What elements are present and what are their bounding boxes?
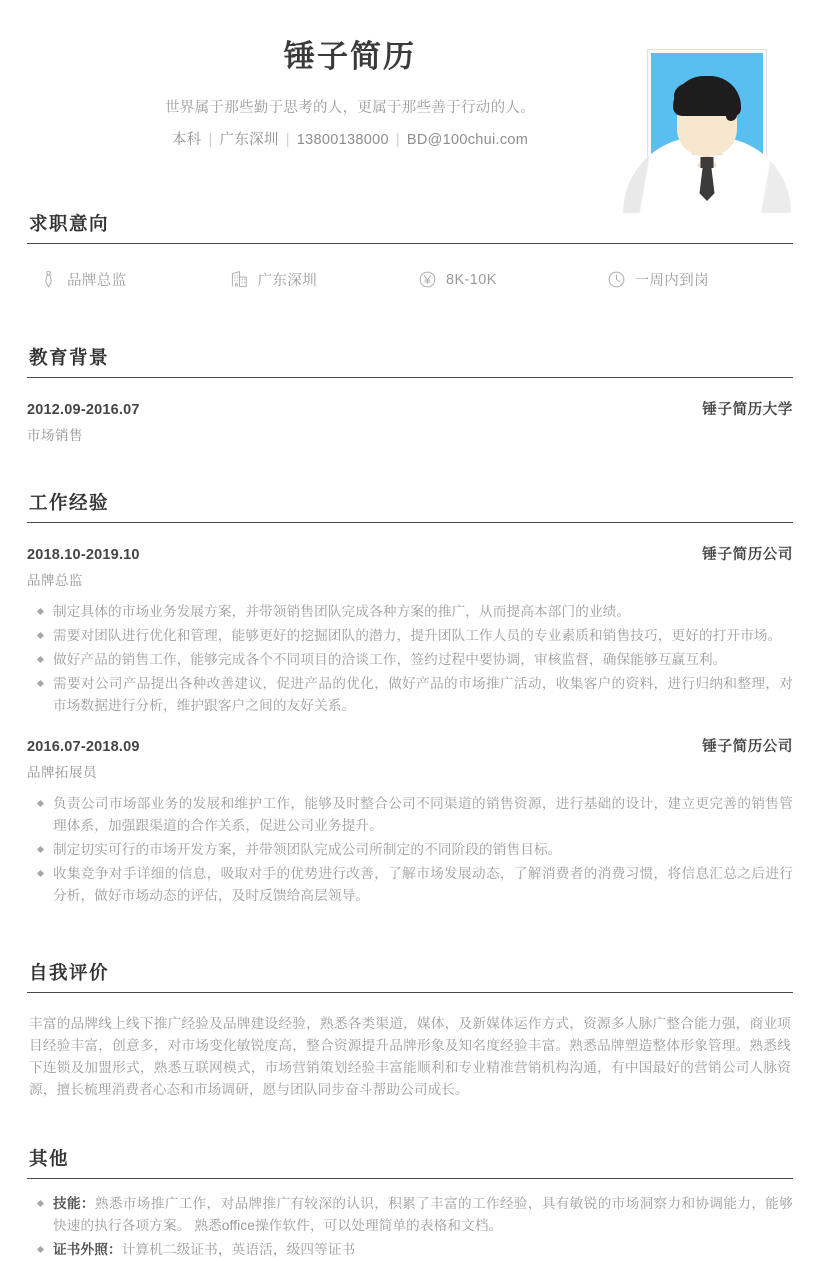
building-icon (230, 270, 249, 289)
header-tagline: 世界属于那些勤于思考的人，更属于那些善于行动的人。 (165, 100, 535, 117)
intent-availability-label: 一周内到岗 (634, 273, 709, 289)
intent-location-label: 广东深圳 (257, 273, 318, 289)
education-school: 锤子简历大学 (702, 402, 793, 418)
necktie-icon (39, 270, 58, 289)
other-item-label: 技能： (53, 1196, 95, 1212)
list-item: 制定具体的市场业务发展方案，并带领销售团队完成各种方案的推广，从而提高本部门的业绩。 (27, 601, 793, 623)
list-item: 负责公司市场部业务的发展和维护工作，能够及时整合公司不同渠道的销售资源，进行基础的设计，建立更完善的销售管理体系，加强跟渠道的合作关系，促进公司业务提升。 (27, 793, 793, 837)
work-date: 2016.07-2018.09 (27, 739, 140, 756)
avatar (651, 53, 763, 199)
work-duty-list (27, 793, 793, 907)
section-self-evaluation (27, 959, 793, 1101)
work-entry-header (27, 543, 793, 564)
education-date: 2012.09-2016.07 (27, 402, 140, 418)
page-title: 锤子简历 (284, 39, 416, 74)
section-divider (27, 992, 793, 993)
section-work-experience (27, 489, 793, 907)
section-divider (27, 1178, 793, 1179)
work-company: 锤子简历公司 (702, 739, 793, 756)
contact-separator: | (285, 132, 290, 149)
section-education (27, 344, 793, 444)
section-title-education: 教育背景 (29, 347, 110, 368)
intent-position-label: 品牌总监 (67, 273, 127, 289)
clock-icon (607, 270, 626, 289)
other-item-text: 熟悉市场推广工作，对品牌推广有较深的认识，积累了丰富的工作经验，具有敏锐的市场洞察力和协调能力，能够快速的执行各项方案。 熟悉office操作软件，可以处理简单的表格和文档。 (53, 1196, 793, 1234)
avatar-tie-knot (701, 157, 714, 168)
section-divider (27, 243, 793, 244)
intent-salary-label: 8K-10K (446, 271, 497, 288)
intent-item-position (27, 269, 219, 290)
section-title-self-evaluation: 自我评价 (29, 962, 110, 984)
list-item (27, 1239, 793, 1261)
job-intent-row (27, 250, 793, 316)
work-company: 锤子简历公司 (702, 547, 793, 563)
contact-separator: | (208, 132, 213, 149)
section-other (27, 1145, 793, 1261)
contact-location: 广东深圳 (219, 132, 279, 149)
avatar-sideburn (726, 95, 737, 121)
section-divider (27, 522, 793, 523)
other-list (27, 1193, 793, 1261)
section-divider (27, 377, 793, 378)
work-entry (27, 719, 793, 907)
other-item-label: 证书外照： (53, 1242, 122, 1258)
work-role: 品牌拓展员 (27, 765, 97, 781)
section-title-work-experience: 工作经验 (29, 492, 110, 513)
yuan-coin-icon (418, 270, 437, 289)
education-entry (27, 384, 793, 444)
intent-item-salary (410, 270, 602, 289)
section-title-other: 其他 (29, 1148, 70, 1170)
work-entry (27, 529, 793, 717)
work-role: 品牌总监 (27, 573, 83, 588)
intent-item-availability (602, 269, 794, 290)
list-item (27, 1193, 793, 1237)
list-item: 需要对团队进行优化和管理，能够更好的挖掘团队的潜力，提升团队工作人员的专业素质和销售技巧，更好的打开市场。 (27, 625, 793, 647)
section-job-intent (27, 210, 793, 316)
list-item: 制定切实可行的市场开发方案，并带领团队完成公司所制定的不同阶段的销售目标。 (27, 839, 793, 861)
intent-item-location (219, 269, 411, 290)
contact-line (27, 128, 673, 153)
work-date: 2018.10-2019.10 (27, 547, 140, 563)
section-title-job-intent: 求职意向 (29, 213, 110, 234)
education-entry-header (27, 398, 793, 419)
profile-photo-frame (647, 49, 767, 203)
work-entry-header (27, 735, 793, 756)
contact-phone: 13800138000 (296, 132, 389, 149)
education-major: 市场销售 (27, 428, 83, 443)
work-duty-list (27, 601, 793, 717)
self-evaluation-paragraph: 丰富的品牌线上线下推广经验及品牌建设经验，熟悉各类渠道，媒体，及新媒体运作方式，资源多人脉广整合能力强，商业项目经验丰富，创意多，对市场变化敏锐度高，整合资源提升品牌形象及知名度经验丰富。熟悉品牌塑造整体形象管理。熟悉线下连锁及加盟形式，熟悉互联网模式，市场营销策划经验丰富能顺利和专业精准营销机构沟通，有中国最好的营销公司人脉资源，擅长梳理消费者心态和市场调研，愿与团队同步奋斗帮助公司成长。 (29, 1016, 791, 1098)
contact-separator: | (395, 132, 400, 149)
contact-education: 本科 (171, 132, 202, 149)
resume-header (27, 0, 793, 180)
list-item: 收集竞争对手详细的信息，吸取对手的优势进行改善，了解市场发展动态，了解消费者的消费习惯，将信息汇总之后进行分析，做好市场动态的评估，及时反馈给高层领导。 (27, 863, 793, 907)
list-item: 做好产品的销售工作，能够完成各个不同项目的洽谈工作，签约过程中要协调，审核监督，确保能够互赢互利。 (27, 649, 793, 671)
contact-email: BD@100chui.com (406, 132, 529, 149)
other-item-text: 计算机二级证书，英语活，级四等证书 (121, 1242, 356, 1258)
list-item: 需要对公司产品提出各种改善建议，促进产品的优化，做好产品的市场推广活动，收集客户的资料，进行归纳和整理，对市场数据进行分析，维护跟客户之间的友好关系。 (27, 673, 793, 717)
